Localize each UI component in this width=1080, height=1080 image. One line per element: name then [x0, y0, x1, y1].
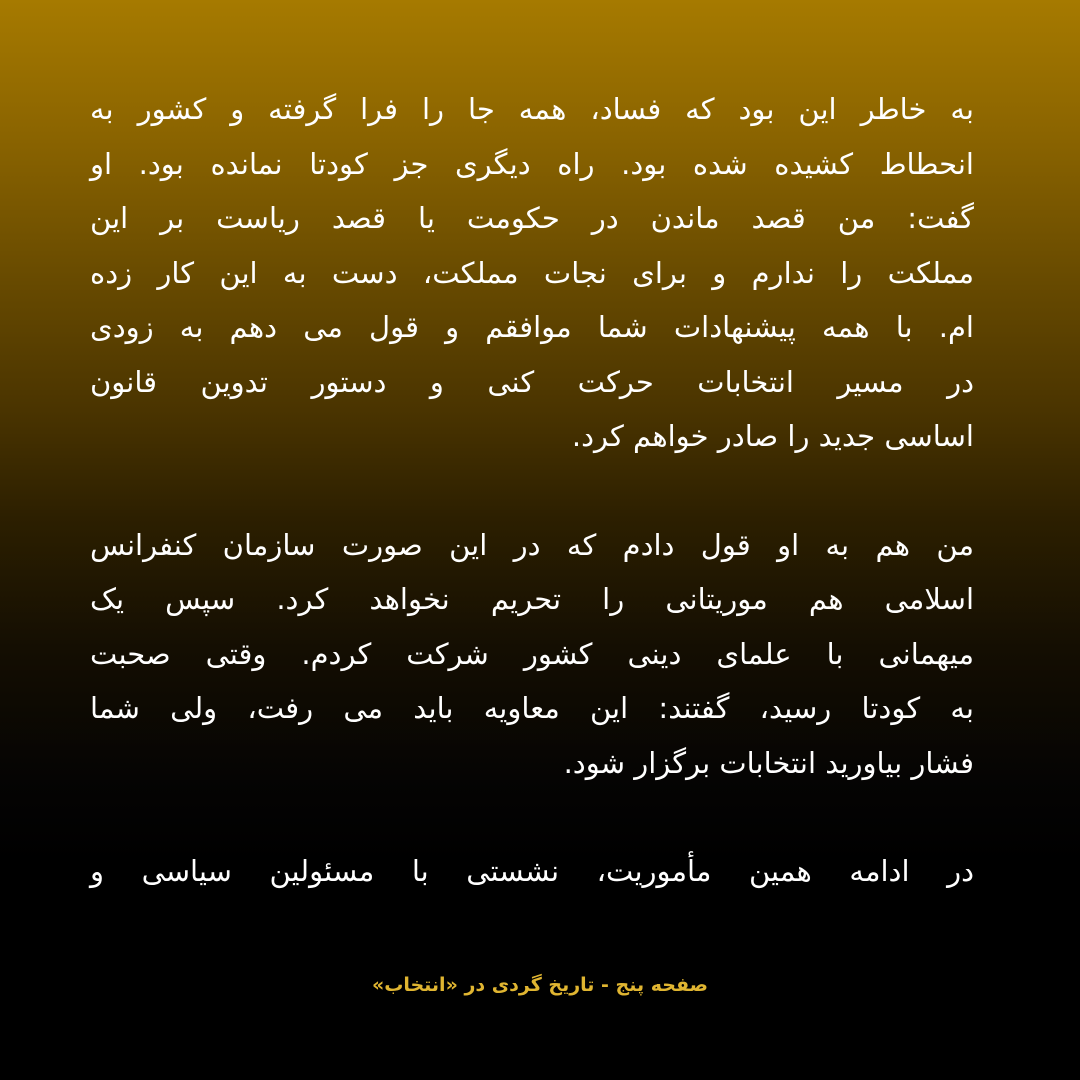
paragraph-3 [90, 844, 974, 899]
text-line: گفت: من قصد ماندن در حکومت یا قصد ریاست بر این [90, 201, 974, 235]
text-line: من هم به او قول دادم که در این صورت سازمان کنفرانس [90, 527, 974, 562]
text-line: میهمانی با علمای دینی کشور شرکت کردم. وقتی صحبت [90, 636, 974, 671]
page-footer-caption: صفحه پنج - تاریخ گردی در «انتخاب» [371, 974, 709, 996]
text-line: انحطاط کشیده شده بود. راه دیگری جز کودتا نمانده بود. او [90, 146, 974, 181]
text-line: فشار بیاورید انتخابات برگزار شود. [563, 745, 974, 780]
text-line: اسلامی هم موریتانی را تحریم نخواهد کرد. سپس یک [90, 582, 974, 616]
paragraph-1 [90, 82, 974, 464]
text-line: اساسی جدید را صادر خواهم کرد. [571, 419, 974, 453]
paragraph-2 [90, 518, 974, 791]
text-line: مملکت را ندارم و برای نجات مملکت، دست به این کار زده [90, 255, 974, 290]
text-line: در مسیر انتخابات حرکت کنی و دستور تدوین قانون [90, 364, 974, 399]
text-line: ام. با همه پیشنهادات شما موافقم و قول می دهم به زودی [90, 310, 974, 344]
text-line: در ادامه همین مأموریت، نشستی با مسئولین سیاسی و [90, 854, 974, 888]
body-text [90, 82, 974, 899]
text-line: به خاطر این بود که فساد، همه جا را فرا گرفته و کشور به [90, 92, 974, 126]
text-line: به کودتا رسید، گفتند: این معاویه باید می رفت، ولی شما [90, 691, 974, 725]
